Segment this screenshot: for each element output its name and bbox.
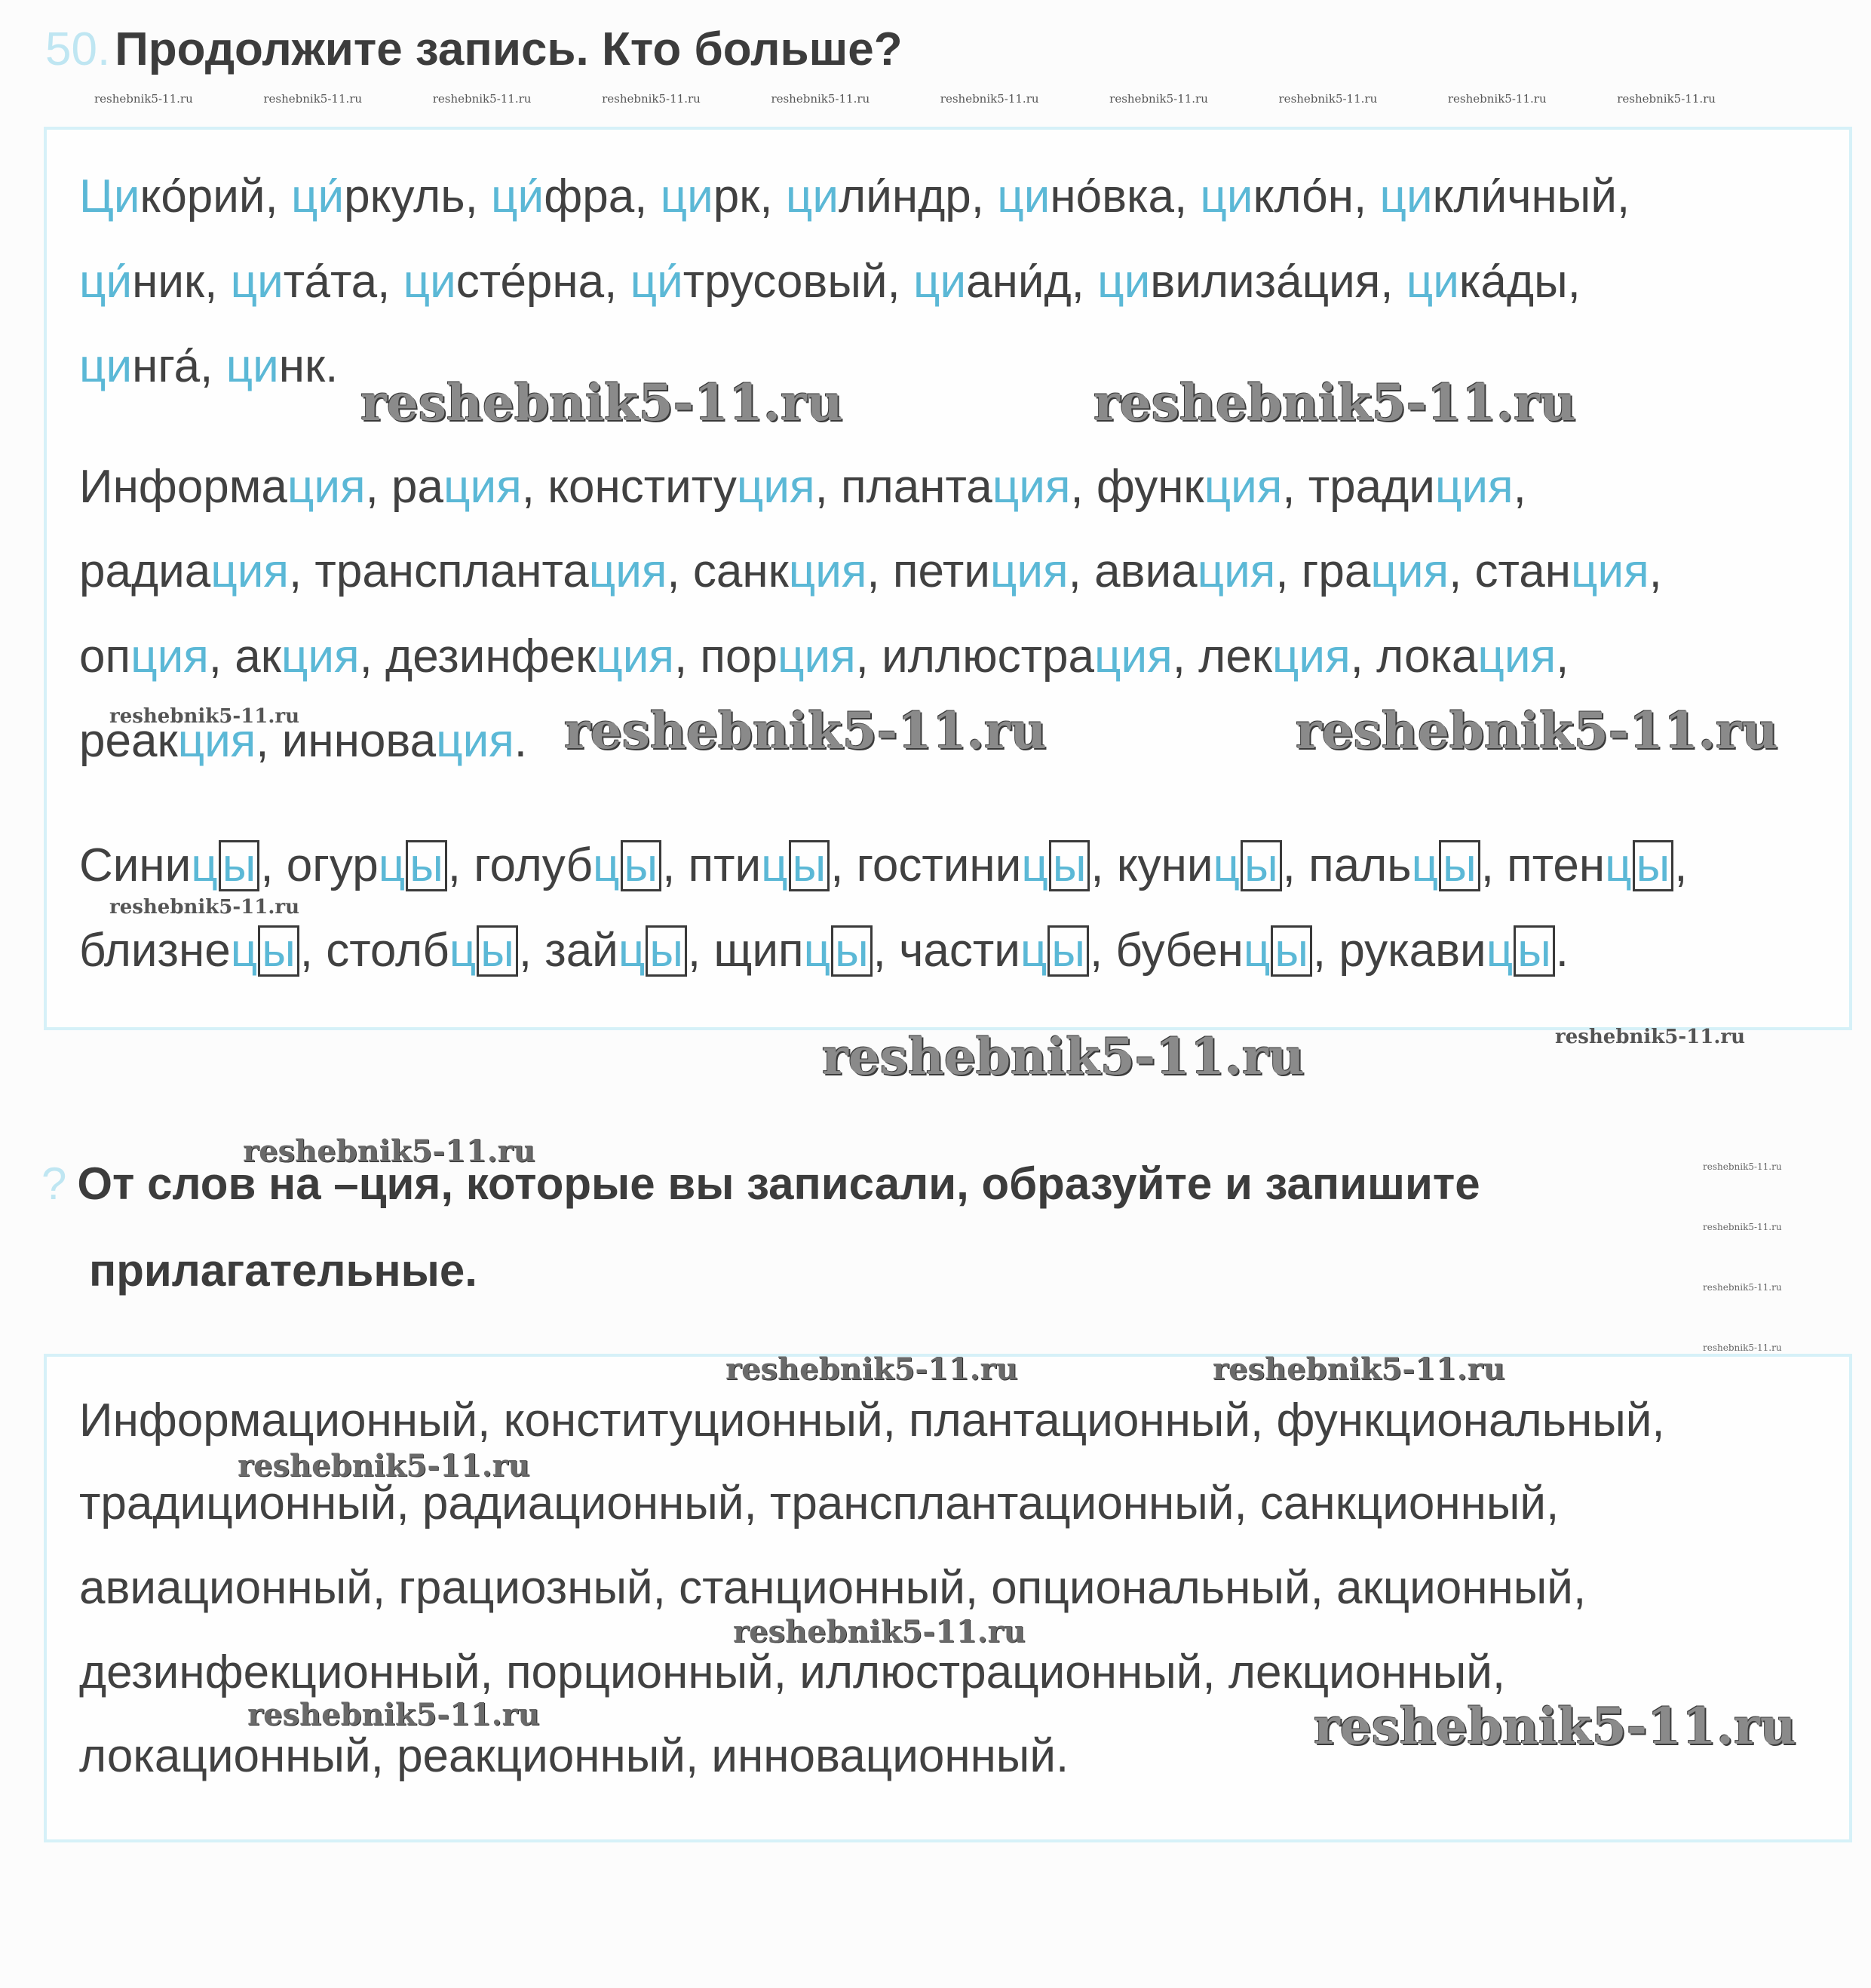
answer-line-2: традиционный, радиационный, трансплантационный, санкционный, bbox=[79, 1477, 1560, 1529]
word-text: , бубен bbox=[1089, 925, 1244, 977]
boxed-ending: ы bbox=[1633, 840, 1674, 891]
word-text: , bbox=[1649, 545, 1662, 597]
highlighted-letters: Ци bbox=[79, 170, 140, 222]
boxed-ending: ы bbox=[219, 840, 260, 891]
watermark: reshebnik5-11.ru bbox=[109, 896, 300, 919]
word-text: Информа bbox=[79, 461, 287, 513]
highlighted-letter: ц bbox=[803, 925, 831, 977]
section2-line-3 bbox=[79, 630, 1569, 683]
watermark: reshebnik5-11.ru bbox=[1703, 1342, 1782, 1353]
boxed-ending: ы bbox=[831, 925, 873, 977]
word-text: , зай bbox=[518, 925, 618, 977]
boxed-ending: ы bbox=[1514, 925, 1555, 977]
word-text: , гра bbox=[1275, 545, 1371, 597]
exercise-title bbox=[45, 23, 903, 76]
highlighted-letters: ция bbox=[436, 715, 514, 767]
highlighted-letters: ция bbox=[588, 545, 667, 597]
word-text: , конститу bbox=[521, 461, 737, 513]
watermark: reshebnik5-11.ru bbox=[247, 1697, 540, 1732]
word-text: вилиза́ция, bbox=[1150, 256, 1406, 308]
word-text: , дезинфек bbox=[359, 630, 597, 683]
boxed-ending: ы bbox=[646, 925, 687, 977]
word-text: кли́чный, bbox=[1432, 170, 1630, 222]
word-text: , санк bbox=[667, 545, 789, 597]
boxed-ending: ы bbox=[258, 925, 299, 977]
word-text: но́вка, bbox=[1050, 170, 1201, 222]
word-text: , тради bbox=[1282, 461, 1435, 513]
highlighted-letter: ц bbox=[1243, 925, 1271, 977]
highlighted-letters: ция bbox=[130, 630, 209, 683]
section1-line-3 bbox=[79, 339, 338, 393]
highlighted-letters: ция bbox=[736, 461, 815, 513]
section1-line-2 bbox=[79, 255, 1581, 308]
word-text: , рукави bbox=[1312, 925, 1486, 977]
word-text: , лек bbox=[1172, 630, 1272, 683]
word-text: . bbox=[514, 715, 528, 767]
highlighted-letters: ци bbox=[1379, 170, 1433, 222]
word-text: нк. bbox=[278, 340, 339, 392]
highlighted-letters: ция bbox=[443, 461, 522, 513]
word-text: близне bbox=[79, 925, 231, 977]
watermark: reshebnik5-11.ru bbox=[243, 1134, 535, 1169]
highlighted-letters: ция bbox=[1197, 545, 1276, 597]
answer-line-1: Информационный, конституционный, плантационный, функциональный, bbox=[79, 1394, 1665, 1447]
highlighted-letter: ц bbox=[1605, 839, 1632, 891]
highlighted-letters: ци bbox=[403, 256, 456, 308]
watermark: reshebnik5-11.ru bbox=[238, 1448, 530, 1483]
word-text: , функ bbox=[1070, 461, 1204, 513]
watermark: reshebnik5-11.ru bbox=[1093, 373, 1576, 432]
highlighted-letters: ция bbox=[596, 630, 674, 683]
word-text: , гостини bbox=[830, 839, 1022, 891]
word-text: , ак bbox=[208, 630, 281, 683]
watermark: reshebnik5-11.ru bbox=[1296, 701, 1778, 760]
word-text: радиа bbox=[79, 545, 211, 597]
watermark: reshebnik5-11.ru bbox=[1703, 1222, 1782, 1232]
highlighted-letters: ци́ bbox=[491, 170, 544, 222]
exercise-number: 50. bbox=[45, 23, 111, 75]
highlighted-letters: ция bbox=[1370, 545, 1449, 597]
answer-line-5: локационный, реакционный, инновационный. bbox=[79, 1730, 1069, 1782]
boxed-ending: ы bbox=[1049, 840, 1090, 891]
word-text: , bbox=[1513, 461, 1526, 513]
highlighted-letters: ция bbox=[788, 545, 867, 597]
highlighted-letters: ци bbox=[660, 170, 713, 222]
word-text: , паль bbox=[1282, 839, 1412, 891]
highlighted-letters: ция bbox=[777, 630, 856, 683]
boxed-ending: ы bbox=[1241, 840, 1282, 891]
question-line-2: прилагательные. bbox=[89, 1245, 477, 1296]
highlighted-letters: ция bbox=[1434, 461, 1514, 513]
highlighted-letter: ц bbox=[1411, 839, 1439, 891]
word-text: , пти bbox=[662, 839, 762, 891]
highlighted-letters: ция bbox=[210, 545, 289, 597]
watermark: reshebnik5-11.ru bbox=[1314, 1697, 1796, 1756]
watermark: reshebnik5-11.ru bbox=[1109, 92, 1208, 106]
boxed-ending: ы bbox=[477, 925, 518, 977]
highlighted-letters: ция bbox=[1570, 545, 1649, 597]
watermark: reshebnik5-11.ru bbox=[733, 1614, 1026, 1649]
answer-line-3: авиационный, грациозный, станционный, опциональный, акционный, bbox=[79, 1562, 1587, 1614]
highlighted-letters: ция bbox=[1271, 630, 1351, 683]
highlighted-letters: ци bbox=[79, 340, 133, 392]
word-text: , куни bbox=[1090, 839, 1213, 891]
highlighted-letters: ци bbox=[1097, 256, 1151, 308]
word-text: , щип bbox=[687, 925, 804, 977]
highlighted-letter: ц bbox=[618, 925, 646, 977]
word-text: Сини bbox=[79, 839, 192, 891]
boxed-ending: ы bbox=[621, 840, 662, 891]
boxed-ending: ы bbox=[406, 840, 447, 891]
highlighted-letters: ци bbox=[1406, 256, 1459, 308]
word-text: , части bbox=[873, 925, 1020, 977]
highlighted-letter: ц bbox=[191, 839, 218, 891]
watermark: reshebnik5-11.ru bbox=[109, 705, 300, 728]
highlighted-letters: ция bbox=[1093, 630, 1173, 683]
word-text: ркуль, bbox=[344, 170, 492, 222]
word-text: . bbox=[1555, 925, 1569, 977]
word-text: рк, bbox=[713, 170, 786, 222]
highlighted-letters: ци bbox=[997, 170, 1051, 222]
word-text: , bbox=[1674, 839, 1688, 891]
word-text: ко́рий, bbox=[140, 170, 292, 222]
watermark: reshebnik5-11.ru bbox=[771, 92, 870, 106]
word-text: , авиа bbox=[1068, 545, 1198, 597]
exercise-title-text: Продолжите запись. Кто больше? bbox=[115, 23, 903, 75]
word-text: оп bbox=[79, 630, 131, 683]
highlighted-letters: ция bbox=[177, 715, 256, 767]
boxed-ending: ы bbox=[1047, 925, 1089, 977]
highlighted-letters: ция bbox=[989, 545, 1069, 597]
watermark: reshebnik5-11.ru bbox=[725, 1351, 1018, 1387]
highlighted-letters: ци́ bbox=[291, 170, 345, 222]
highlighted-letter: ц bbox=[1021, 839, 1048, 891]
watermark: reshebnik5-11.ru bbox=[94, 92, 193, 106]
highlighted-letters: ци bbox=[1200, 170, 1253, 222]
highlighted-letters: ция bbox=[1477, 630, 1557, 683]
highlighted-letters: ци́ bbox=[79, 256, 133, 308]
answer-line-4: дезинфекционный, порционный, иллюстрационный, лекционный, bbox=[79, 1646, 1506, 1698]
section3-line-2 bbox=[79, 924, 1569, 977]
highlighted-letters: ци́ bbox=[630, 256, 683, 308]
highlighted-letter: ц bbox=[1213, 839, 1241, 891]
highlighted-letters: ция bbox=[287, 461, 366, 513]
section2-line-2 bbox=[79, 545, 1662, 598]
watermark: reshebnik5-11.ru bbox=[1703, 1161, 1782, 1172]
question-line-1: От слов на –ция, которые вы записали, образуйте и запишите bbox=[77, 1158, 1480, 1209]
question bbox=[41, 1158, 1480, 1210]
watermark-row bbox=[94, 92, 1716, 106]
watermark: reshebnik5-11.ru bbox=[940, 92, 1039, 106]
section2-line-1 bbox=[79, 460, 1526, 514]
word-text: ка́ды, bbox=[1458, 256, 1581, 308]
highlighted-letters: ци bbox=[225, 340, 279, 392]
word-text: , пети bbox=[866, 545, 990, 597]
word-text: кло́н, bbox=[1253, 170, 1380, 222]
highlighted-letters: ция bbox=[992, 461, 1071, 513]
word-text: , лока bbox=[1350, 630, 1478, 683]
section1-line-1 bbox=[79, 170, 1630, 223]
question-mark-icon: ? bbox=[41, 1158, 67, 1209]
highlighted-letter: ц bbox=[378, 839, 406, 891]
highlighted-letter: ц bbox=[1486, 925, 1514, 977]
highlighted-letter: ц bbox=[1020, 925, 1047, 977]
watermark: reshebnik5-11.ru bbox=[1278, 92, 1378, 106]
word-text: , пор bbox=[673, 630, 778, 683]
watermark: reshebnik5-11.ru bbox=[1447, 92, 1547, 106]
word-text: , иннова bbox=[256, 715, 437, 767]
boxed-ending: ы bbox=[1271, 925, 1312, 977]
word-text: , ра bbox=[365, 461, 444, 513]
word-text: трусовый, bbox=[682, 256, 913, 308]
word-text: , столб bbox=[299, 925, 449, 977]
word-text: та́та, bbox=[283, 256, 403, 308]
word-text: , иллюстра bbox=[855, 630, 1094, 683]
watermark: reshebnik5-11.ru bbox=[1617, 92, 1716, 106]
watermark: reshebnik5-11.ru bbox=[564, 701, 1047, 760]
word-text: , голуб bbox=[447, 839, 593, 891]
highlighted-letters: ция bbox=[1204, 461, 1283, 513]
watermark: reshebnik5-11.ru bbox=[360, 373, 843, 432]
boxed-ending: ы bbox=[789, 840, 830, 891]
watermark: reshebnik5-11.ru bbox=[1703, 1282, 1782, 1293]
watermark: reshebnik5-11.ru bbox=[602, 92, 701, 106]
word-text: реак bbox=[79, 715, 178, 767]
word-text: , планта bbox=[814, 461, 992, 513]
highlighted-letter: ц bbox=[761, 839, 788, 891]
watermark: reshebnik5-11.ru bbox=[1555, 1026, 1746, 1048]
word-text: , bbox=[1556, 630, 1569, 683]
word-text: ани́д, bbox=[966, 256, 1098, 308]
watermark: reshebnik5-11.ru bbox=[263, 92, 363, 106]
word-text: нга́, bbox=[132, 340, 226, 392]
word-text: , транспланта bbox=[288, 545, 589, 597]
word-text: ли́ндр, bbox=[839, 170, 998, 222]
word-text: фра, bbox=[544, 170, 661, 222]
boxed-ending: ы bbox=[1439, 840, 1480, 891]
section3-line-1 bbox=[79, 839, 1687, 892]
word-text: , огур bbox=[260, 839, 379, 891]
word-text: , стан bbox=[1449, 545, 1571, 597]
word-text: ник, bbox=[132, 256, 231, 308]
highlighted-letters: ци bbox=[230, 256, 284, 308]
highlighted-letter: ц bbox=[449, 925, 477, 977]
watermark: reshebnik5-11.ru bbox=[432, 92, 532, 106]
highlighted-letters: ция bbox=[281, 630, 360, 683]
highlighted-letter: ц bbox=[593, 839, 620, 891]
highlighted-letters: ци bbox=[913, 256, 967, 308]
watermark: reshebnik5-11.ru bbox=[1213, 1351, 1505, 1387]
highlighted-letters: ци bbox=[785, 170, 839, 222]
word-text: , птен bbox=[1480, 839, 1606, 891]
word-text: сте́рна, bbox=[455, 256, 630, 308]
watermark: reshebnik5-11.ru bbox=[822, 1027, 1305, 1086]
highlighted-letter: ц bbox=[230, 925, 258, 977]
